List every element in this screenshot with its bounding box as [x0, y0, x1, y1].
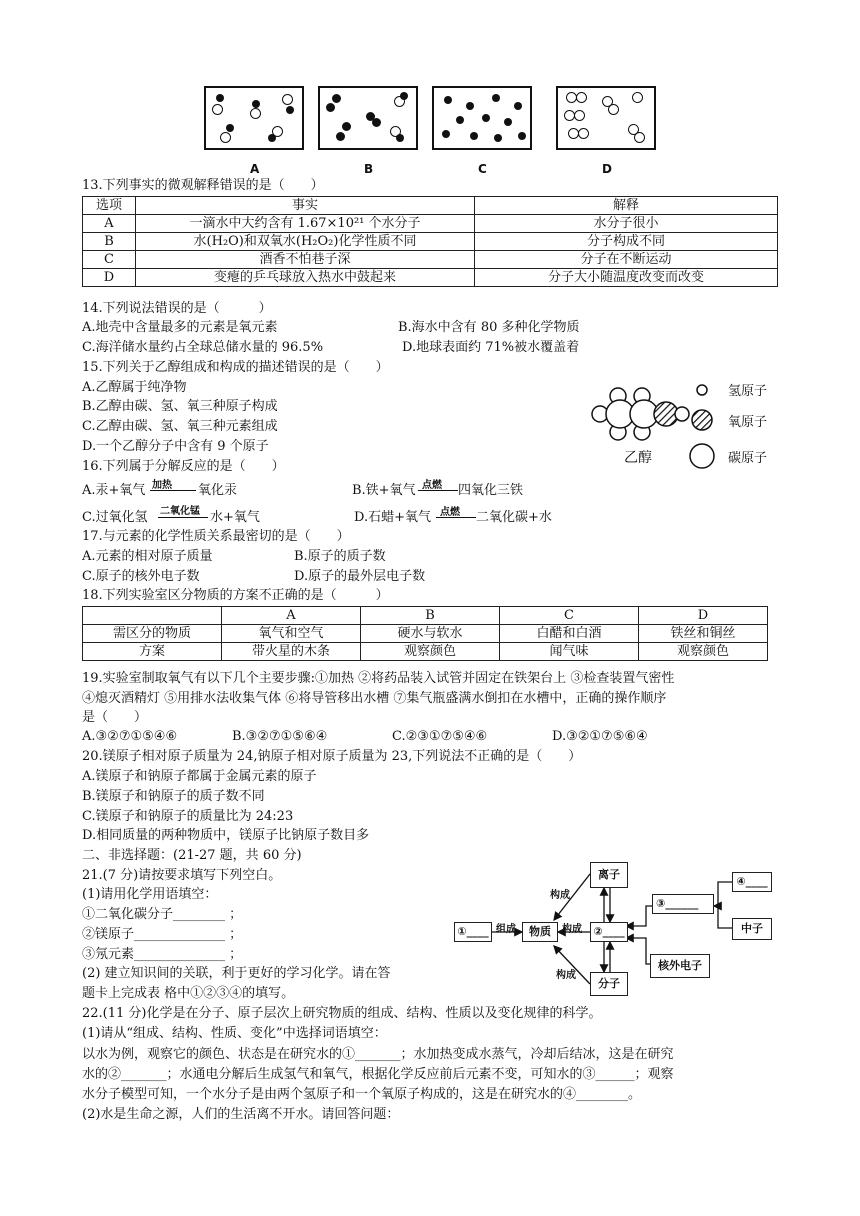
q19-option-b: B.③②⑦①⑤⑥④ [232, 729, 328, 744]
table-header: B [361, 607, 500, 625]
q16-d-condition: 点燃 [440, 507, 460, 518]
filled-particle [326, 103, 335, 112]
arrow-label-compose: 组成 [496, 924, 516, 935]
q15-stem: 15.下列关于乙醇组成和构成的描述错误的是（ ） [82, 360, 389, 375]
q17-option-d: D.原子的最外层电子数 [294, 569, 426, 584]
table-row [83, 197, 778, 215]
q16-a-left: A.汞+氧气 [82, 483, 146, 498]
reaction-arrow [436, 517, 476, 518]
arrow-label-constitute: 构成 [562, 924, 582, 935]
filled-particle [216, 94, 224, 102]
table-cell: 需区分的物质 [83, 625, 222, 643]
table-cell: B [83, 233, 136, 251]
reaction-arrow [418, 490, 458, 491]
filled-particle [504, 118, 512, 126]
q16-b-right: 四氧化三铁 [458, 483, 524, 498]
q13-stem: 13.下列事实的微观解释错误的是（ ） [82, 178, 324, 193]
box-label-d: D [602, 162, 612, 176]
table-header: 事实 [136, 197, 475, 215]
open-particle [574, 110, 585, 121]
q19-option-a: A.③②⑦①⑤④⑥ [82, 729, 178, 744]
particle-box-b [318, 86, 418, 150]
filled-particle [442, 130, 450, 138]
q21-part2-a: (2) 建立知识间的关联，利于更好的学习化学。请在答 [82, 966, 391, 981]
box-label-c: C [478, 162, 487, 176]
concept-box-substance: 物质 [522, 922, 558, 942]
table-cell: 分子在不断运动 [475, 251, 778, 269]
table-header: 解释 [475, 197, 778, 215]
q21-item-3: ③氖元素______________ ； [82, 947, 243, 962]
q21-part1: (1)请用化学用语填空： [82, 887, 218, 902]
table-cell: C [83, 251, 136, 269]
filled-particle [396, 134, 404, 142]
q16-d-left: D.石蜡+氧气 [354, 510, 431, 525]
q19-line-1: 19.实验室制取氧气有以下几个主要步骤:①加热 ②将药品装入试管并固定在铁架台上 ③检查装置气密性 [82, 671, 675, 686]
q16-stem: 16.下列属于分解反应的是（ ） [82, 459, 285, 474]
arrow-label-constitute: 构成 [550, 890, 570, 901]
q17-option-a: A.元素的相对原子质量 [82, 549, 213, 564]
q14-option-b: B.海水中含有 80 多种化学物质 [398, 320, 580, 335]
table-header: A [222, 607, 361, 625]
filled-particle [466, 102, 474, 110]
q16-b-left: B.铁+氧气 [352, 483, 416, 498]
filled-particle [400, 92, 408, 100]
q22-part1: (1)请从“组成、结构、性质、变化”中选择词语填空： [82, 1026, 387, 1041]
filled-particle [252, 100, 260, 108]
table-cell: 分子大小随温度改变而改变 [475, 269, 778, 287]
concept-box-electron: 核外电子 [650, 954, 710, 978]
q21-stem: 21.(7 分)请按要求填写下列空白。 [82, 868, 282, 883]
q16-c-right: 水+氧气 [210, 510, 260, 525]
filled-particle [444, 96, 452, 104]
box-label-a: A [250, 162, 260, 176]
table-cell: 分子构成不同 [475, 233, 778, 251]
filled-particle [372, 118, 381, 127]
filled-particle [336, 132, 345, 141]
open-particle [220, 132, 231, 143]
table-cell: 水分子很小 [475, 215, 778, 233]
reaction-arrow [150, 490, 196, 491]
q22-line-2: 水的②_______；水通电分解后生成氢气和氧气，根据化学反应前后元素不变，可知水的③______；观察 [82, 1067, 674, 1082]
box-label-b: B [364, 162, 374, 176]
q20-option-b: B.镁原子和钠原子的质子数不同 [82, 789, 265, 804]
q17-option-b: B.原子的质子数 [294, 549, 386, 564]
legend-hydrogen: 氢原子 [728, 384, 768, 399]
q20-stem: 20.镁原子相对原子质量为 24,钠原子相对原子质量为 23,下列说法不正确的是（ ） [82, 749, 582, 764]
table-cell: 观察颜色 [639, 643, 768, 661]
table-row [83, 233, 778, 251]
q15-option-a: A.乙醇属于纯净物 [82, 380, 187, 395]
q19-option-d: D.③②①⑦⑤⑥④ [552, 729, 648, 744]
reaction-arrow [158, 517, 208, 518]
filled-particle [342, 122, 351, 131]
table-header [83, 607, 222, 625]
table-cell: A [83, 215, 136, 233]
filled-particle [332, 94, 341, 103]
table-cell: 酒香不怕巷子深 [136, 251, 475, 269]
q18-table [82, 606, 768, 661]
table-cell: 白醋和白酒 [500, 625, 639, 643]
legend-carbon: 碳原子 [728, 451, 768, 466]
filled-particle [286, 106, 294, 114]
table-cell: 闻气味 [500, 643, 639, 661]
filled-particle [514, 102, 522, 110]
q19-line-2: ④熄灭酒精灯 ⑤用排水法收集气体 ⑥将导管移出水槽 ⑦集气瓶盛满水倒扣在水槽中，正确的操作顺序 [82, 691, 667, 706]
filled-particle [518, 132, 526, 140]
open-particle [250, 108, 261, 119]
table-row [83, 625, 768, 643]
q18-stem: 18.下列实验室区分物质的方案不正确的是（ ） [82, 588, 389, 603]
q16-a-condition: 加热 [152, 480, 172, 491]
legend-oxygen: 氧原子 [728, 415, 768, 430]
particle-box-a [204, 86, 304, 150]
concept-box-ion: 离子 [590, 862, 628, 888]
filled-particle [470, 132, 478, 140]
open-particle [576, 92, 587, 103]
q19-option-c: C.②③①⑦⑤④⑥ [392, 729, 488, 744]
table-cell: 硬水与软水 [361, 625, 500, 643]
q14-option-c: C.海洋储水量约占全球总储水量的 96.5% [82, 340, 324, 355]
filled-particle [482, 114, 490, 122]
concept-box-2: ②____ [590, 922, 628, 942]
concept-box-4: ④____ [732, 872, 772, 892]
q21-item-1: ①二氧化碳分子________ ； [82, 907, 243, 922]
table-header: 选项 [83, 197, 136, 215]
q14-option-d: D.地球表面约 71%被水覆盖着 [402, 340, 580, 355]
q20-option-d: D.相同质量的两种物质中，镁原子比钠原子数目多 [82, 828, 370, 843]
table-row [83, 251, 778, 269]
open-particle [578, 128, 589, 139]
table-cell: 水(H₂O)和双氧水(H₂O₂)化学性质不同 [136, 233, 475, 251]
q16-d-right: 二氧化碳+水 [476, 510, 552, 525]
q19-line-3: 是（ ） [82, 710, 148, 725]
q16-a-right: 氧化汞 [198, 483, 238, 498]
concept-box-1: ①____ [454, 922, 492, 942]
table-header: C [500, 607, 639, 625]
q22-part2: (2)水是生命之源，人们的生活离不开水。请回答问题： [82, 1107, 400, 1122]
q20-option-a: A.镁原子和钠原子都属于金属元素的原子 [82, 769, 317, 784]
q21-item-2: ②镁原子______________ ； [82, 927, 243, 942]
q15-option-b: B.乙醇由碳、氢、氧三种原子构成 [82, 399, 278, 414]
table-cell: 变瘪的乒乓球放入热水中鼓起来 [136, 269, 475, 287]
q13-table [82, 196, 778, 287]
table-cell: D [83, 269, 136, 287]
open-particle [634, 132, 645, 143]
q21-part2-b: 题卡上完成表 格中①②③④的填写。 [82, 986, 295, 1001]
table-cell: 铁丝和铜丝 [639, 625, 768, 643]
filled-particle [226, 124, 234, 132]
q14-option-a: A.地壳中含量最多的元素是氧元素 [82, 320, 278, 335]
concept-box-molecule: 分子 [590, 972, 628, 996]
particle-box-d [556, 86, 656, 150]
table-header: D [639, 607, 768, 625]
open-particle [608, 104, 619, 115]
table-cell: 观察颜色 [361, 643, 500, 661]
table-row [83, 215, 778, 233]
table-cell: 一滴水中大约含有 1.67×10²¹ 个水分子 [136, 215, 475, 233]
open-particle [212, 104, 223, 115]
table-cell: 带火星的木条 [222, 643, 361, 661]
table-row [83, 269, 778, 287]
ethanol-label: 乙醇 [624, 450, 652, 466]
q15-option-d: D.一个乙醇分子中含有 9 个原子 [82, 439, 269, 454]
filled-particle [492, 94, 500, 102]
q16-c-condition: 二氧化锰 [160, 506, 200, 517]
table-cell: 方案 [83, 643, 222, 661]
table-row [83, 643, 768, 661]
q16-c-left: C.过氧化氢 [82, 510, 148, 525]
q22-line-1: 以水为例，观察它的颜色、状态是在研究水的①_______；水加热变成水蒸气，冷却后结冰，这是在研究 [82, 1047, 674, 1062]
concept-box-3: ③______ [652, 894, 714, 914]
section-heading: 二、非选择题：(21-27 题，共 60 分) [82, 848, 302, 863]
q22-line-3: 水分子模型可知，一个水分子是由两个氢原子和一个氧原子构成的，这是在研究水的④________。 [82, 1087, 642, 1102]
filled-particle [456, 116, 464, 124]
q15-option-c: C.乙醇由碳、氢、氧三种元素组成 [82, 419, 278, 434]
q16-b-condition: 点燃 [422, 480, 442, 491]
q20-option-c: C.镁原子和钠原子的质量比为 24:23 [82, 809, 294, 824]
open-particle [632, 92, 643, 103]
table-row [83, 607, 768, 625]
q17-option-c: C.原子的核外电子数 [82, 569, 200, 584]
table-cell: 氧气和空气 [222, 625, 361, 643]
filled-particle [268, 134, 276, 142]
particle-box-c [432, 86, 532, 150]
filled-particle [494, 134, 502, 142]
concept-box-neutron: 中子 [732, 918, 772, 940]
q17-stem: 17.与元素的化学性质关系最密切的是（ ） [82, 529, 350, 544]
q14-stem: 14.下列说法错误的是（ ） [82, 301, 272, 316]
q22-stem: 22.(11 分)化学是在分子、原子层次上研究物质的组成、结构、性质以及变化规律的科学。 [82, 1006, 602, 1021]
arrow-label-constitute: 构成 [556, 970, 576, 981]
open-particle [282, 94, 293, 105]
